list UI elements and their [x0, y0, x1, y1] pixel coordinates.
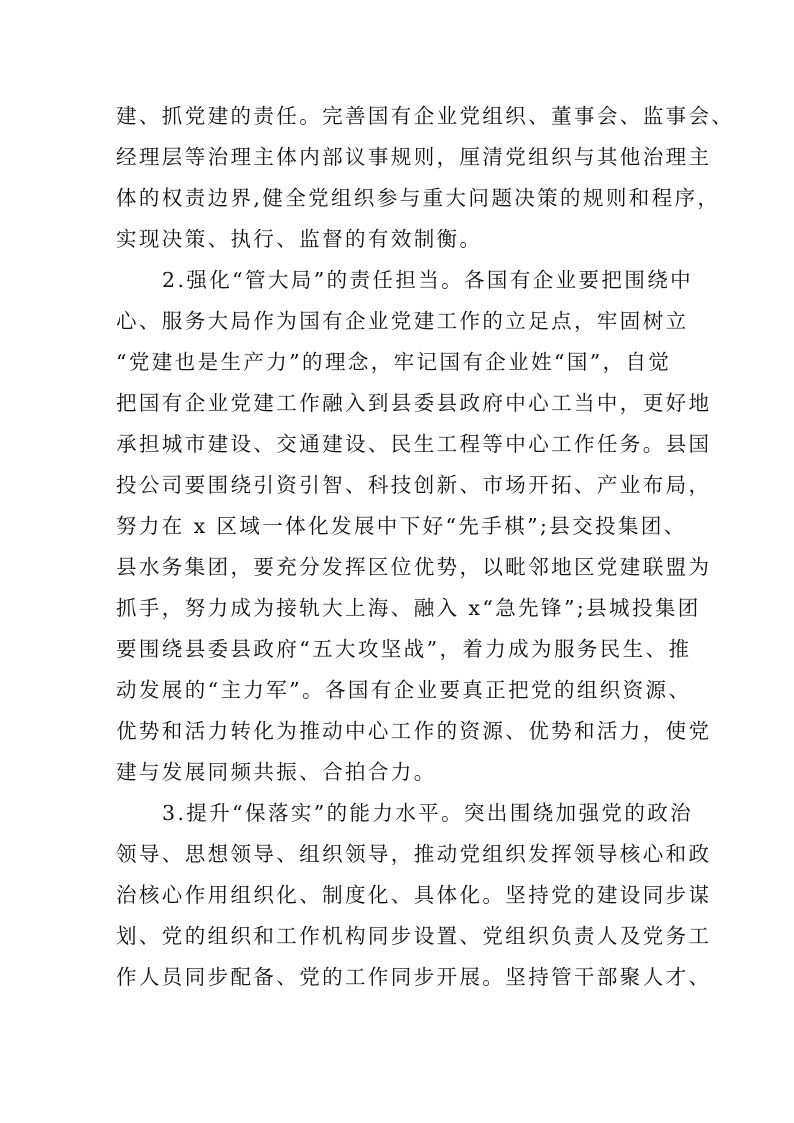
text-line-8: 把国有企业党建工作融入到县委县政府中心工当中，更好地 [116, 391, 712, 415]
paragraph-2-first-line: 2.强化“管大局”的责任担当。各国有企业要把围绕中 [162, 268, 694, 292]
text-line-9: 承担城市建设、交通建设、民生工程等中心工作任务。县国 [116, 432, 712, 456]
paragraph-3-first-line: 3.提升“保落实”的能力水平。突出围绕加强党的政治 [162, 801, 694, 825]
text-line-21: 划、党的组织和工作机构同步设置、党组织负责人及党务工 [116, 924, 712, 948]
text-line-2: 经理层等治理主体内部议事规则，厘清党组织与其他治理主 [116, 145, 712, 169]
text-line-14: 要围绕县委县政府“五大攻坚战”，着力成为服务民生、推 [116, 637, 692, 661]
text-line-3: 体的权责边界,健全党组织参与重大问题决策的规则和程序， [116, 186, 721, 210]
text-line-1: 建、抓党建的责任。完善国有企业党组织、董事会、监事会、 [116, 104, 735, 128]
text-line-6: 心、服务大局作为国有企业党建工作的立足点，牢固树立 [116, 309, 689, 333]
text-line-4: 实现决策、执行、监督的有效制衡。 [116, 227, 483, 251]
text-line-20: 治核心作用组织化、制度化、具体化。坚持党的建设同步谋 [116, 883, 712, 907]
text-line-17: 建与发展同频共振、合拍合力。 [116, 760, 437, 784]
text-line-10: 投公司要围绕引资引智、科技创新、市场开拓、产业布局， [116, 473, 712, 497]
text-line-22: 作人员同步配备、党的工作同步开展。坚持管干部聚人才、 [116, 965, 712, 989]
text-line-15: 动发展的“主力军”。各国有企业要真正把党的组织资源、 [116, 678, 692, 702]
text-line-13: 抓手，努力成为接轨大上海、融入 x“急先锋”;县城投集团 [116, 596, 701, 620]
text-line-16: 优势和活力转化为推动中心工作的资源、优势和活力，使党 [116, 719, 712, 743]
text-line-11: 努力在 x 区域一体化发展中下好“先手棋”;县交投集团、 [116, 514, 687, 538]
text-line-7: “党建也是生产力”的理念，牢记国有企业姓“国”，自觉 [116, 350, 672, 374]
text-line-19: 领导、思想领导、组织领导，推动党组织发挥领导核心和政 [116, 842, 712, 866]
text-line-12: 县水务集团，要充分发挥区位优势，以毗邻地区党建联盟为 [116, 555, 712, 579]
